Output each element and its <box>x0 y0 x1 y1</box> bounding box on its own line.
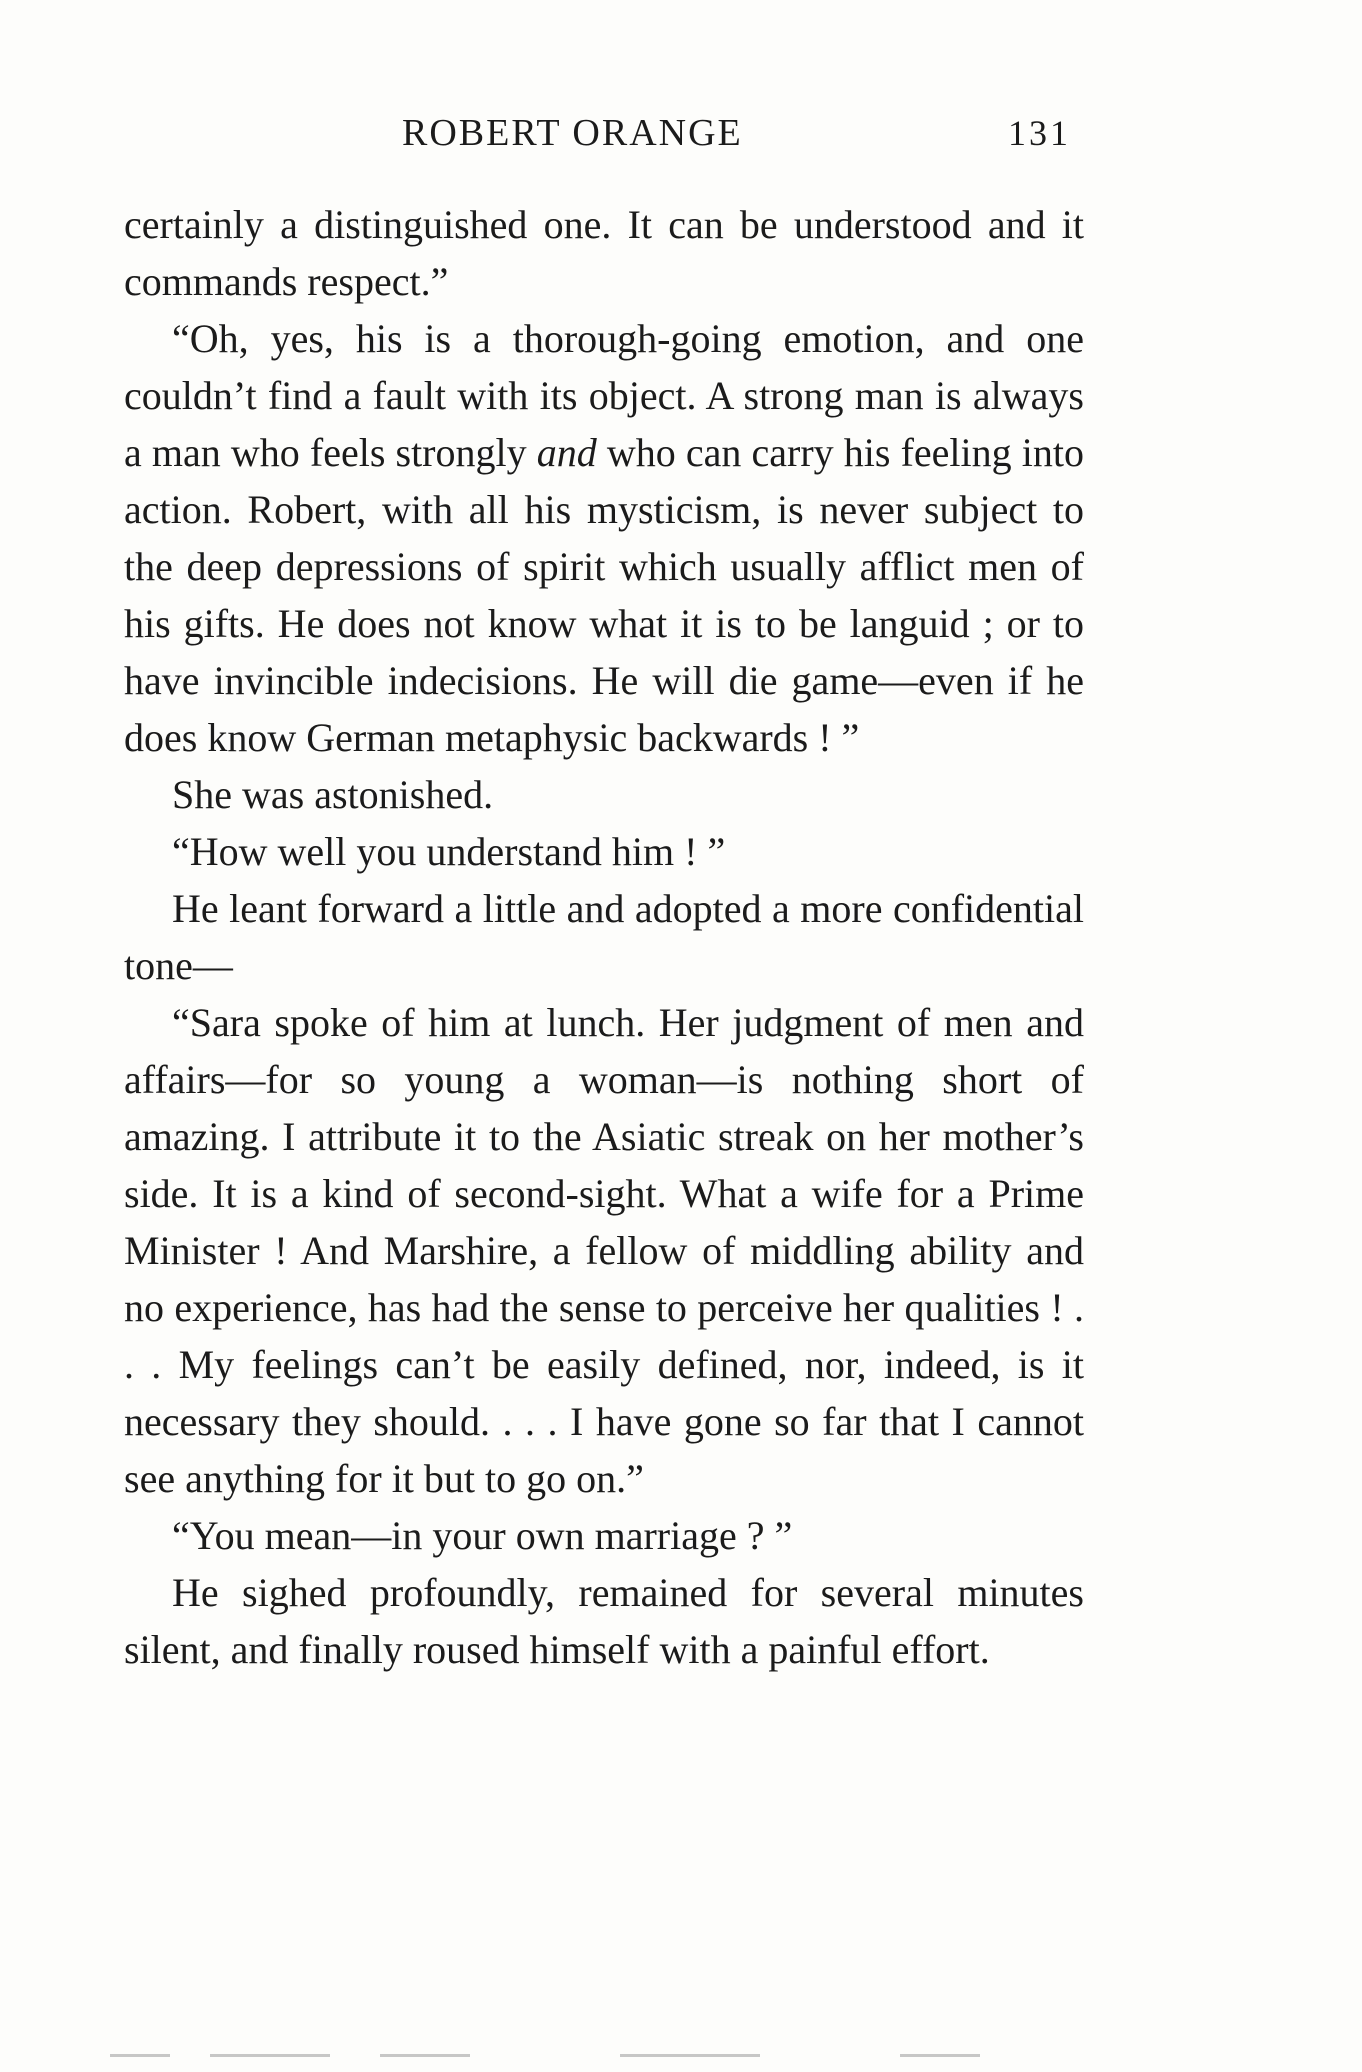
page-number: 131 <box>1008 113 1071 153</box>
italic-emphasis: and <box>536 430 597 475</box>
paragraph-dialogue <box>124 310 1084 766</box>
paragraph-dialogue: “Sara spoke of him at lunch. Her judgment of men and affairs—for so young a woman—is nothing short of amazing. I attribute it to the Asiatic streak on her mother’s side. It is a kind of second-sight. What a wife for a Prime Minister ! And Marshire, a fellow of middling ability and no experience, has had the sense to perceive her qualities ! . . . My feelings can’t be easily defined, nor, indeed, is it necessary they should. . . . I have gone so far that I cannot see anything for it but to go on.” <box>124 1000 1084 1501</box>
running-head <box>0 108 1362 158</box>
scan-mark <box>110 2054 170 2057</box>
paragraph-dialogue: “How well you understand him ! ” <box>172 829 726 874</box>
paragraph-continuation: certainly a distinguished one. It can be understood and it commands respect.” <box>124 202 1084 304</box>
paragraph-text: “Oh, yes, his is a thorough-going emotion, and one couldn’t find a fault with its object. A strong man is always a man who feels strongly <box>124 316 1084 475</box>
paragraph-text: who can carry his feeling into action. Robert, with all his mysticism, is never subject to the deep depressions of spirit which usually afflict men of his gifts. He does not know what it is to be languid ; or to have invincible indecisions. He will die game—even if he does know German metaphysic backwards ! ” <box>124 430 1084 760</box>
scan-mark <box>900 2054 980 2057</box>
scan-edge-marks <box>0 2052 1362 2060</box>
running-title: ROBERT ORANGE <box>402 112 743 154</box>
body-text <box>124 196 1084 1678</box>
paragraph-narration: He leant forward a little and adopted a more confidential tone— <box>124 886 1084 988</box>
scan-mark <box>380 2054 470 2057</box>
paragraph-narration: She was astonished. <box>172 772 494 817</box>
paragraph-narration: He sighed profoundly, remained for several minutes silent, and finally roused himself with a painful effort. <box>124 1570 1084 1672</box>
scan-mark <box>620 2054 760 2057</box>
scan-mark <box>210 2054 330 2057</box>
paragraph-dialogue: “You mean—in your own marriage ? ” <box>172 1513 793 1558</box>
